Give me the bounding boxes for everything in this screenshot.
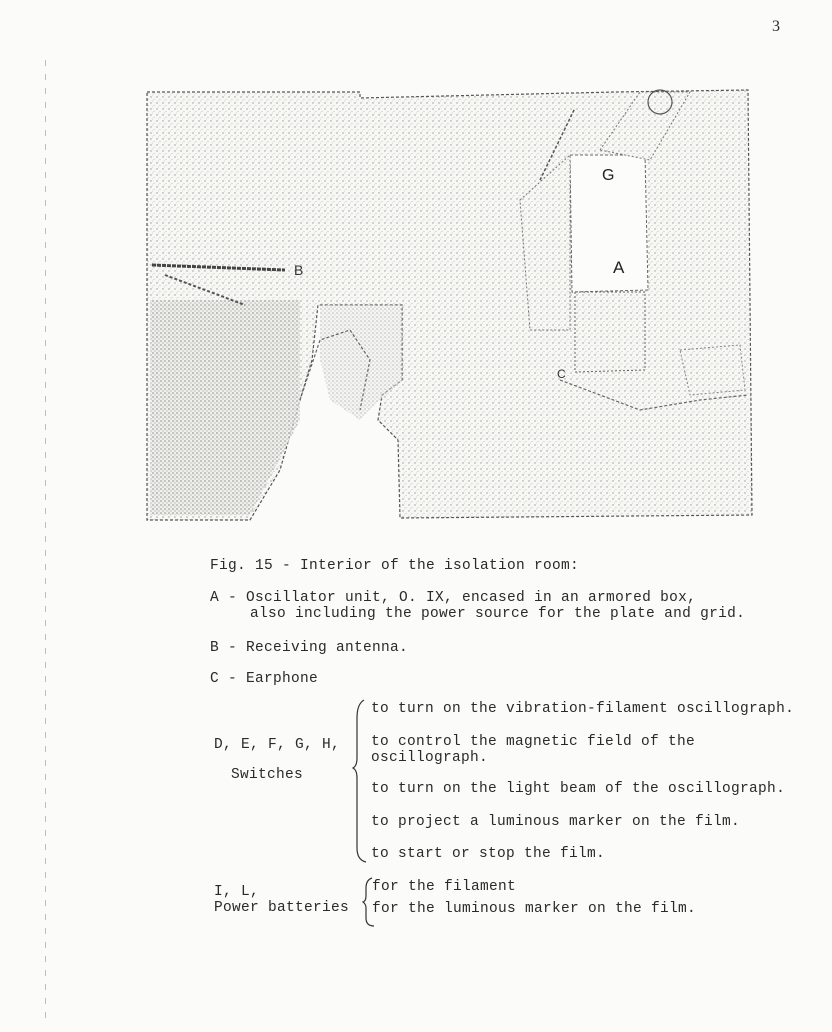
battery-item-1: for the filament [372, 879, 517, 895]
switch-item-2-cont: oscillograph. [371, 750, 489, 766]
switch-item-3: to turn on the light beam of the oscillograph. [371, 781, 786, 797]
legend-b: B - Receiving antenna. [210, 640, 409, 656]
switch-item-2: to control the magnetic field of the [371, 734, 696, 750]
switches-name: Switches [231, 767, 304, 783]
switch-item-1: to turn on the vibration-filament oscillograph. [371, 701, 795, 717]
switches-brace [352, 698, 370, 864]
switch-item-5: to start or stop the film. [371, 846, 606, 862]
legend-a-line2: also including the power source for the plate and grid. [250, 606, 746, 622]
page-number: 3 [772, 18, 780, 35]
label-c: C [557, 367, 566, 381]
legend-a-line1: A - Oscillator unit, O. IX, encased in an armored box, [210, 590, 697, 606]
switch-item-4: to project a luminous marker on the film. [371, 814, 741, 830]
batteries-keys: I, L, [214, 884, 260, 900]
label-g: G [602, 167, 615, 184]
legend-c: C - Earphone [210, 671, 319, 687]
figure-caption: Fig. 15 - Interior of the isolation room: [210, 558, 580, 574]
battery-item-2: for the luminous marker on the film. [372, 901, 697, 917]
batteries-name: Power batteries [214, 900, 350, 916]
switches-keys: D, E, F, G, H, [214, 737, 341, 753]
label-a: A [613, 258, 625, 277]
label-b: B [294, 262, 304, 278]
